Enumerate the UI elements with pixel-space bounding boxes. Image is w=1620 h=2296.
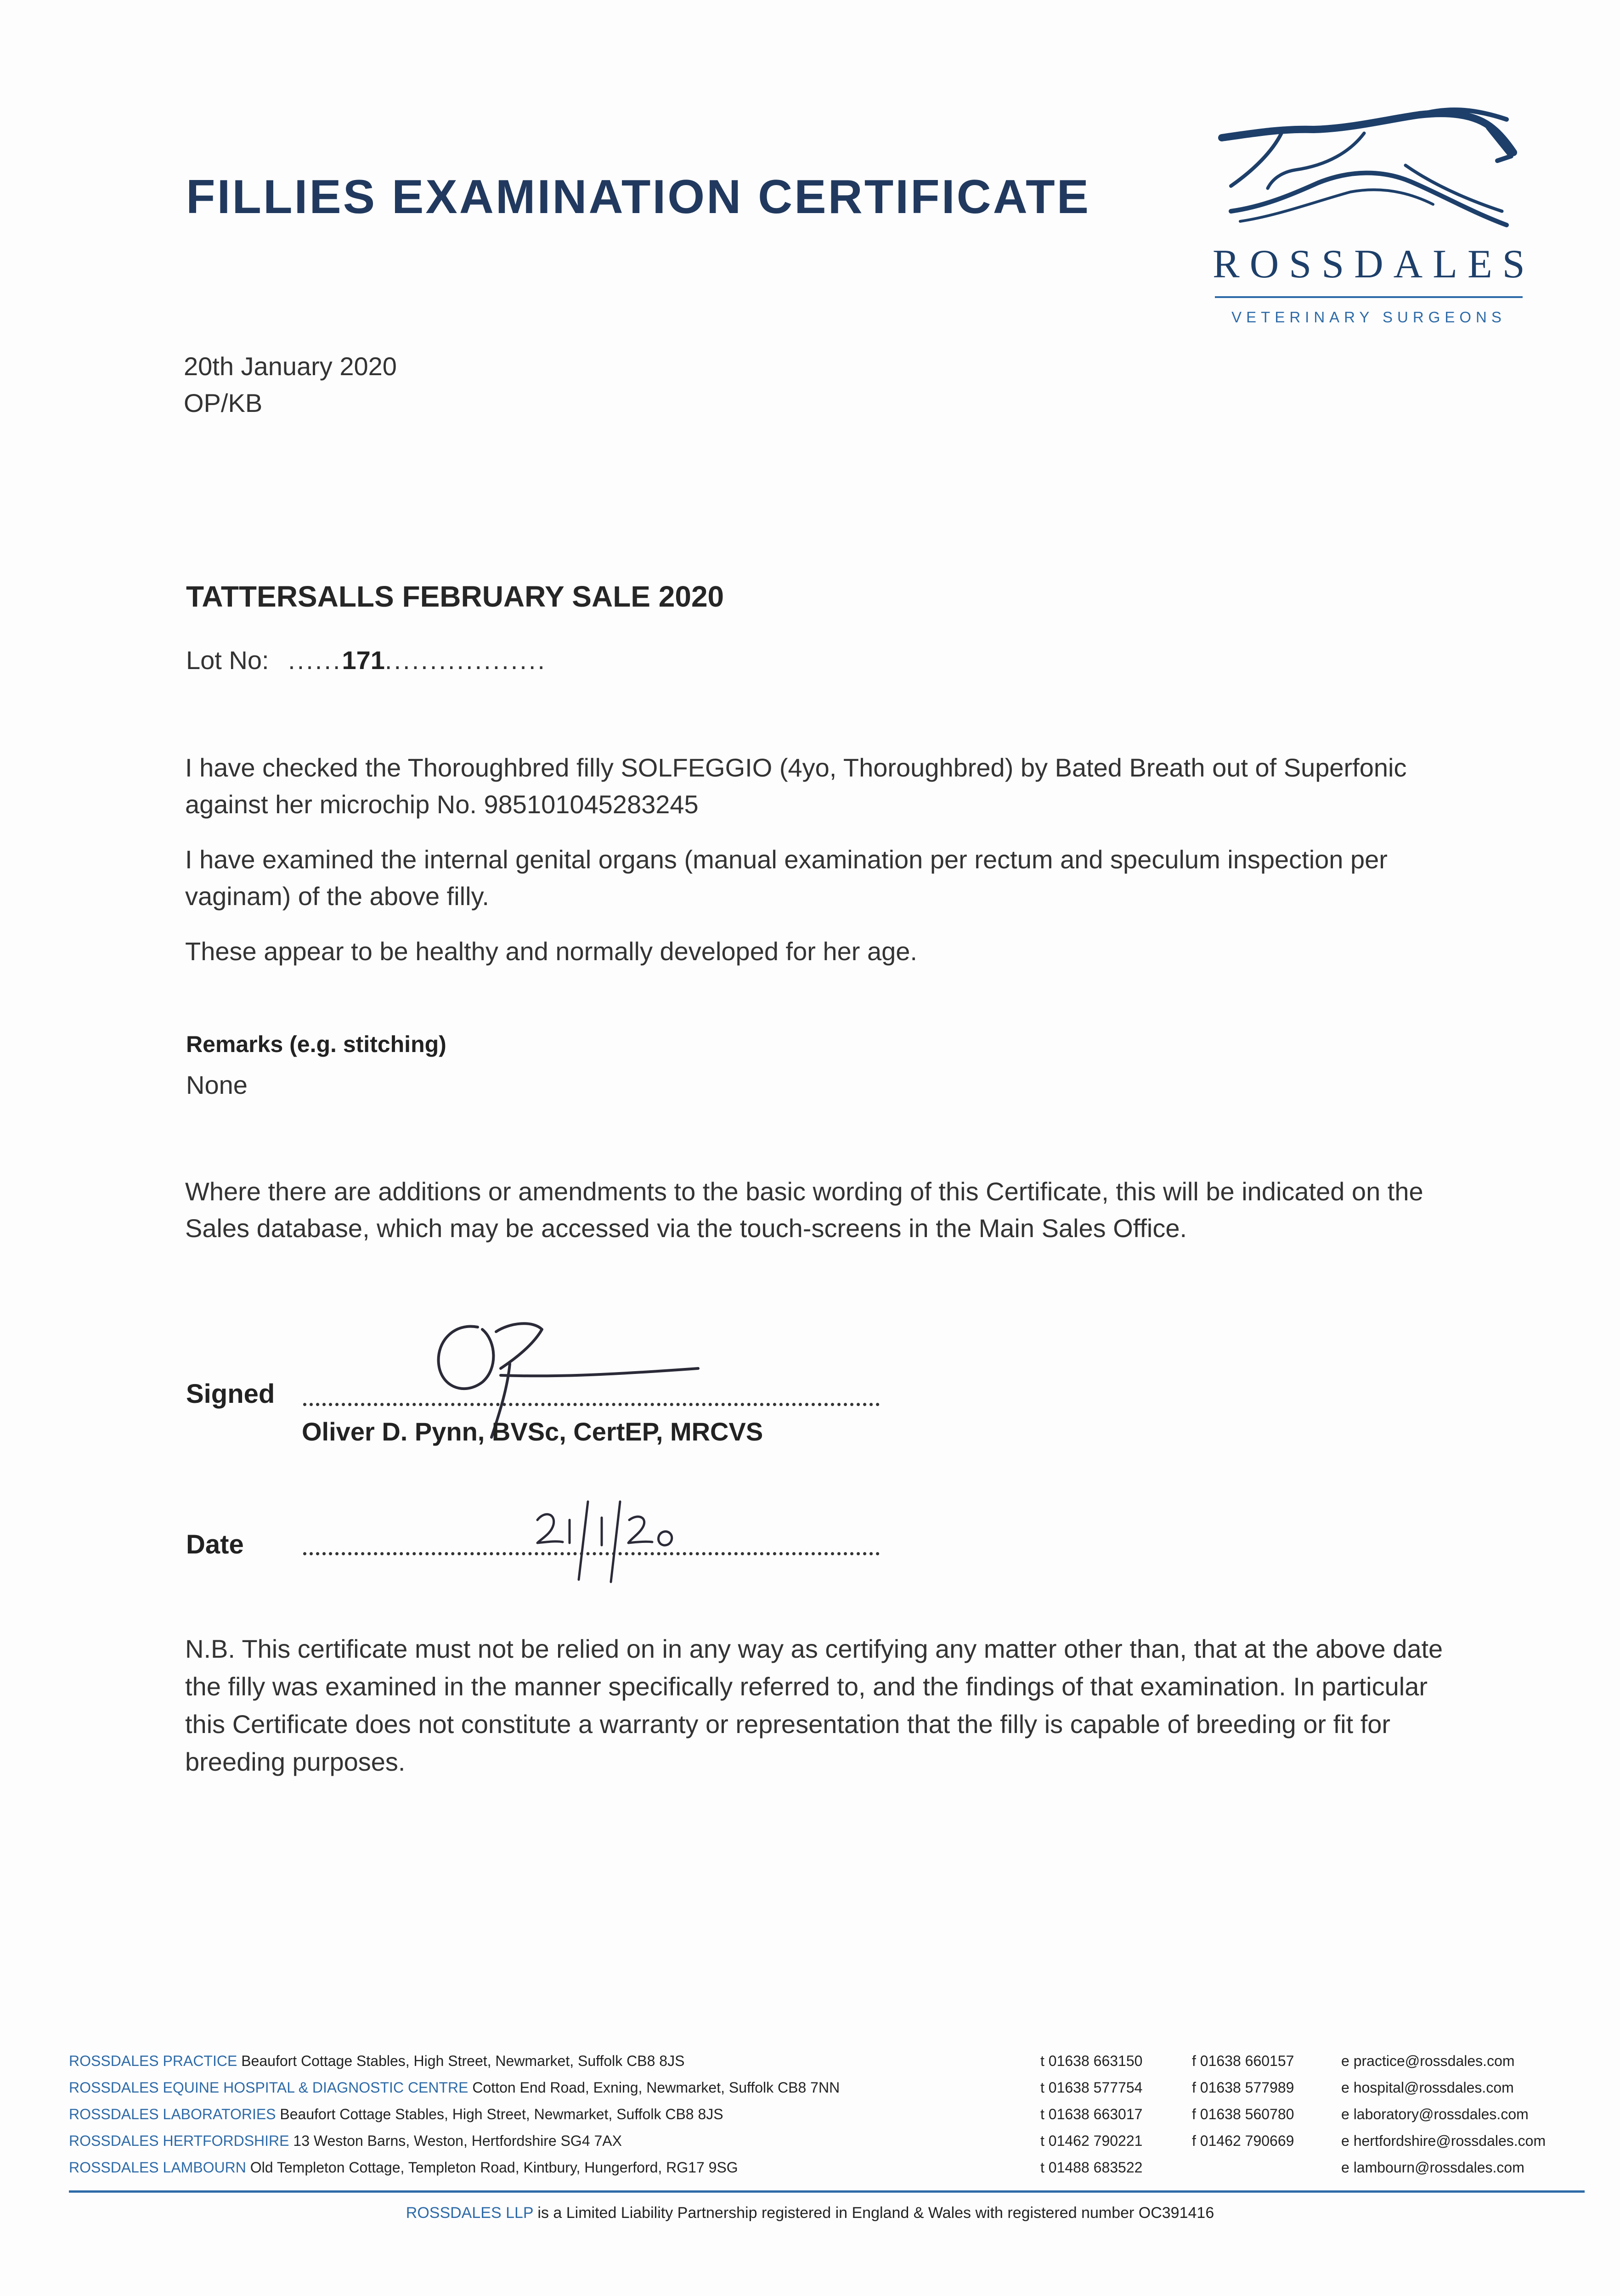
office-phone: t 01462 790221: [1040, 2133, 1143, 2149]
office-fax: f 01638 560780: [1192, 2106, 1294, 2122]
amendments-note: Where there are additions or amendments to the basic wording of this Certificate, this will be indicated on the Sales database, which may be accessed via the touch-screens in the Main Sales Office.: [185, 1177, 1423, 1243]
office-phone: t 01488 683522: [1040, 2159, 1143, 2176]
signed-label: Signed: [186, 1379, 275, 1409]
office-email[interactable]: e hospital@rossdales.com: [1341, 2079, 1514, 2096]
office-email[interactable]: e lambourn@rossdales.com: [1341, 2159, 1524, 2176]
office-name: ROSSDALES PRACTICE: [69, 2053, 237, 2069]
lot-dots-trailing: ..................: [384, 646, 547, 675]
llp-name: ROSSDALES LLP: [406, 2204, 533, 2222]
office-details: [69, 2053, 684, 2070]
signatory-name: Oliver D. Pynn, BVSc, CertEP, MRCVS: [302, 1417, 763, 1446]
office-email[interactable]: e practice@rossdales.com: [1341, 2053, 1515, 2069]
office-phone: t 01638 577754: [1040, 2079, 1143, 2096]
certificate-title: FILLIES EXAMINATION CERTIFICATE: [186, 170, 1090, 224]
examination-statement: I have examined the internal genital organs (manual examination per rectum and speculum inspection per vaginam) of the above filly.: [185, 845, 1388, 911]
office-name: ROSSDALES LAMBOURN: [69, 2159, 246, 2176]
lot-dots-leading: ......: [288, 646, 342, 675]
office-fax: f 01638 577989: [1192, 2079, 1294, 2096]
office-address: 13 Weston Barns, Weston, Hertfordshire SG4 7AX: [293, 2133, 622, 2149]
office-address: Beaufort Cottage Stables, High Street, Newmarket, Suffolk CB8 8JS: [280, 2106, 723, 2122]
brand-divider: [1215, 296, 1523, 298]
findings-statement: These appear to be healthy and normally developed for her age.: [185, 937, 917, 966]
footer-divider: [69, 2190, 1585, 2193]
lot-number: 171: [342, 646, 385, 675]
office-phone: t 01638 663150: [1040, 2053, 1143, 2069]
brand-tagline: VETERINARY SURGEONS: [1231, 309, 1506, 326]
office-fax: f 01638 660157: [1192, 2053, 1294, 2069]
footer-registration: [0, 2204, 1620, 2222]
horse-logo-icon: [1213, 101, 1525, 248]
reference-code: OP/KB: [184, 388, 263, 417]
office-address: Old Templeton Cottage, Templeton Road, Kintbury, Hungerford, RG17 9SG: [250, 2159, 738, 2176]
office-email[interactable]: e hertfordshire@rossdales.com: [1341, 2133, 1546, 2149]
brand-name: ROSSDALES: [1213, 242, 1535, 287]
issue-date: 20th January 2020: [184, 352, 397, 381]
lot-label: Lot No:: [186, 646, 269, 675]
llp-text: is a Limited Liability Partnership registered in England & Wales with registered number OC391416: [537, 2204, 1214, 2222]
handwritten-date: [519, 1492, 703, 1584]
office-fax: f 01462 790669: [1192, 2133, 1294, 2149]
remarks-label: Remarks (e.g. stitching): [186, 1031, 446, 1057]
office-name: ROSSDALES LABORATORIES: [69, 2106, 276, 2122]
office-phone: t 01638 663017: [1040, 2106, 1143, 2122]
remarks-value: None: [186, 1070, 248, 1099]
office-name: ROSSDALES EQUINE HOSPITAL & DIAGNOSTIC CENTRE: [69, 2079, 469, 2096]
microchip-statement: I have checked the Thoroughbred filly SOLFEGGIO (4yo, Thoroughbred) by Bated Breath out of Superfonic against her microchip No. 985101045283245: [185, 753, 1407, 819]
office-details: [69, 2159, 738, 2176]
office-address: Cotton End Road, Exning, Newmarket, Suffolk CB8 7NN: [472, 2079, 840, 2096]
lot-number-line: [186, 645, 547, 675]
office-email[interactable]: e laboratory@rossdales.com: [1341, 2106, 1529, 2122]
office-details: [69, 2079, 840, 2096]
office-details: [69, 2133, 622, 2150]
office-address: Beaufort Cottage Stables, High Street, Newmarket, Suffolk CB8 8JS: [241, 2053, 685, 2069]
sale-heading: TATTERSALLS FEBRUARY SALE 2020: [186, 580, 724, 613]
date-label: Date: [186, 1530, 244, 1559]
disclaimer-note: N.B. This certificate must not be relied on in any way as certifying any matter other than, that at the above date the filly was examined in the manner specifically referred to, and the findings of that examination. In particular this Certificate does not constitute a warranty or representation that the filly is capable of breeding or fit for breeding purposes.: [185, 1634, 1443, 1776]
office-details: [69, 2106, 723, 2123]
office-name: ROSSDALES HERTFORDSHIRE: [69, 2133, 289, 2149]
